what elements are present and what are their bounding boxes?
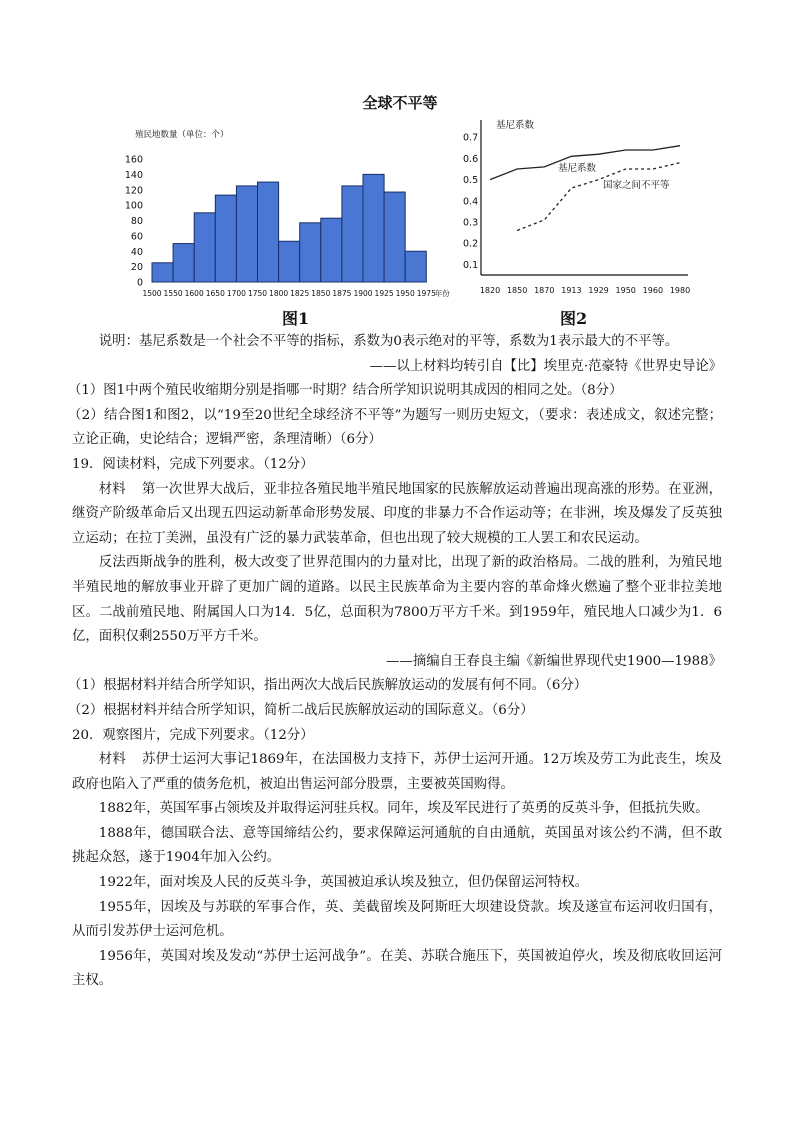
- fig1-x-tick-label: 1875: [332, 289, 352, 298]
- fig2-y-tick-label: 0.3: [463, 217, 479, 229]
- fig1-x-tick-label: 1925: [374, 289, 394, 298]
- fig1-x-tick-label: 1600: [184, 289, 204, 298]
- fig2-y-tick-label: 0.6: [463, 153, 479, 165]
- fig2-y-tick-label: 0.5: [463, 175, 479, 187]
- q20-material-paragraph-5: 1955年，因埃及与苏联的军事合作，英、美截留埃及阿斯旺大坝建设贷款。埃及遂宣布运河收归国有，从而引发苏伊士运河危机。: [72, 899, 722, 940]
- question-19-2: （2）根据材料并结合所学知识，简析二战后民族解放运动的国际意义。（6分）: [67, 702, 534, 718]
- fig1-y-tick-label: 40: [130, 246, 143, 258]
- fig2-y-axis-title: 基尼系数: [496, 120, 535, 131]
- document-body: [67, 330, 723, 994]
- question-18-1: （1）图1中两个殖民收缩期分别是指哪一时期？结合所学知识说明其成因的相同之处。（8分）: [67, 383, 623, 399]
- fig1-x-tick-label: 1500: [142, 289, 162, 298]
- fig1-y-tick-label: 20: [130, 262, 143, 274]
- fig1-bar: [258, 182, 279, 282]
- fig1-y-tick-label: 120: [124, 185, 143, 197]
- fig2-y-tick-label: 0.4: [463, 196, 479, 208]
- fig1-y-axis-title: 殖民地数量（单位：个）: [135, 130, 229, 140]
- fig2-x-tick-label: 1950: [615, 286, 636, 295]
- fig1-x-tick-label: 1825: [290, 289, 310, 298]
- fig2-series-line: [517, 163, 680, 231]
- q20-material-paragraph-4: 1922年，面对埃及人民的反英斗争，英国被迫承认埃及独立，但仍保留运河特权。: [98, 875, 589, 891]
- fig2-series-label: 基尼系数: [558, 163, 597, 174]
- material-label-20: 材料: [98, 752, 126, 768]
- fig1-y-tick-label: 0: [136, 277, 143, 289]
- fig2-x-tick-label: 1980: [669, 286, 691, 295]
- fig1-bar: [384, 192, 405, 282]
- fig1-x-tick-label: 1900: [353, 289, 373, 298]
- fig1-y-tick-label: 140: [124, 169, 143, 181]
- question-19-1: （1）根据材料并结合所学知识，指出两次大战后民族解放运动的发展有何不同。（6分）: [67, 678, 588, 694]
- q20-material-paragraph-2: 1882年，英国军事占领埃及并取得运河驻兵权。同年，埃及军民进行了英勇的反英斗争，但抵抗失败。: [98, 801, 709, 817]
- fig2-x-tick-label: 1960: [642, 286, 664, 295]
- fig1-bar: [236, 186, 257, 282]
- fig1-y-tick-label: 160: [124, 154, 143, 166]
- fig1-x-tick-label: 1650: [205, 289, 225, 298]
- fig1-x-tick-label: 1850: [311, 289, 331, 298]
- fig1-x-tick-label: 1800: [269, 289, 289, 298]
- fig2-y-tick-label: 0.2: [463, 238, 479, 250]
- fig1-bar: [215, 195, 236, 282]
- fig1-bar: [300, 223, 321, 282]
- question-20-title: 20．观察图片，完成下列要求。（12分）: [72, 727, 314, 743]
- question-19-title: 19．阅读材料，完成下列要求。（12分）: [72, 456, 314, 472]
- fig1-bar: [405, 251, 426, 282]
- fig2-x-tick-label: 1850: [506, 286, 528, 295]
- fig1-y-tick-label: 100: [124, 200, 143, 212]
- fig2-x-tick-label: 1820: [479, 286, 501, 295]
- q20-material-paragraph-6: 1956年，英国对埃及发动“苏伊士运河战争”。在美、苏联合施压下，英国被迫停火，埃及彻底收回运河主权。: [72, 948, 722, 989]
- q19-material-paragraph-1: [72, 478, 722, 552]
- fig1-x-tick-label: 1550: [163, 289, 183, 298]
- fig2-x-tick-label: 1929: [588, 286, 609, 295]
- fig1-x-tick-label: 1750: [247, 289, 268, 298]
- fig1-y-tick-label: 60: [130, 231, 143, 243]
- fig1-bar: [173, 244, 194, 282]
- material-label: 材料: [98, 481, 126, 497]
- fig1-x-axis-title: 年份: [434, 289, 450, 298]
- fig2-series-label: 国家之间不平等: [603, 180, 670, 191]
- fig1-bar: [342, 186, 363, 282]
- fig1-bar: [194, 213, 215, 282]
- page-title: 全球不平等: [362, 94, 438, 112]
- figure-1-label: 图1: [282, 309, 310, 328]
- fig2-line-chart: [458, 115, 708, 300]
- fig1-bar-chart: [110, 125, 470, 305]
- fig1-bar: [321, 218, 342, 282]
- fig1-bar: [279, 241, 300, 282]
- fig1-x-tick-label: 1950: [395, 289, 415, 298]
- q19-material-text-1: 第一次世界大战后，亚非拉各殖民地半殖民地国家的民族解放运动普遍出现高涨的形势。在亚洲，继资产阶级革命后又出现五四运动新革命形势发展、印度的非暴力不合作运动等；在非洲，埃及爆发了反英独立运动；在拉丁美洲，虽没有广泛的暴力武装革命，但也出现了较大规模的工人罢工和农民运动。: [72, 481, 723, 546]
- q20-material-text-1: 苏伊士运河大事记1869年，在法国极力支持下，苏伊士运河开通。12万埃及劳工为此丧生，埃及政府也陷入了严重的债务危机，被迫出售运河部分股票，主要被英国购得。: [72, 752, 723, 792]
- chart-note: 说明：基尼系数是一个社会不平等的指标，系数为0表示绝对的平等，系数为1表示最大的不平等。: [98, 334, 679, 349]
- source-citation-1: ——以上材料均转引自【比】埃里克·范豪特《世界史导论》: [369, 358, 722, 374]
- question-18-2: （2）结合图1和图2，以“19至20世纪全球经济不平等”为题写一则历史短文，（要求：表述成文，叙述完整；立论正确，史论结合；逻辑严密，条理清晰）（6分）: [67, 407, 722, 448]
- fig2-x-tick-label: 1913: [561, 286, 582, 295]
- fig1-x-tick-label: 1700: [226, 289, 246, 298]
- fig2-y-tick-label: 0.7: [463, 132, 479, 144]
- fig2-x-tick-label: 1870: [534, 286, 555, 295]
- fig1-bar: [363, 174, 384, 282]
- q20-material-paragraph-1: [72, 748, 722, 797]
- q19-material-paragraph-2: 反法西斯战争的胜利，极大改变了世界范围内的力量对比，出现了新的政治格局。二战的胜利，为殖民地半殖民地的解放事业开辟了更加广阔的道路。以民主民族革命为主要内容的革命烽火燃遍了整个亚非拉美地区。二战前殖民地、附属国人口为14．5亿，总面积为7800万平方千米。到1959年，殖民地人口减少为1．6亿，面积仅剩2550万平方千米。: [72, 555, 722, 645]
- fig1-y-tick-label: 80: [130, 216, 143, 227]
- fig2-y-tick-label: 0.1: [463, 259, 479, 271]
- source-citation-2: ——摘编自王春良主编《新编世界现代史1900—1988》: [386, 653, 722, 669]
- figure-2-label: 图2: [560, 309, 588, 328]
- q20-material-paragraph-3: 1888年，德国联合法、意等国缔结公约，要求保障运河通航的自由通航，英国虽对该公约不满，但不敢挑起众怒，遂于1904年加入公约。: [72, 825, 722, 866]
- fig1-x-tick-label: 1975: [416, 289, 436, 298]
- fig1-bar: [152, 263, 173, 282]
